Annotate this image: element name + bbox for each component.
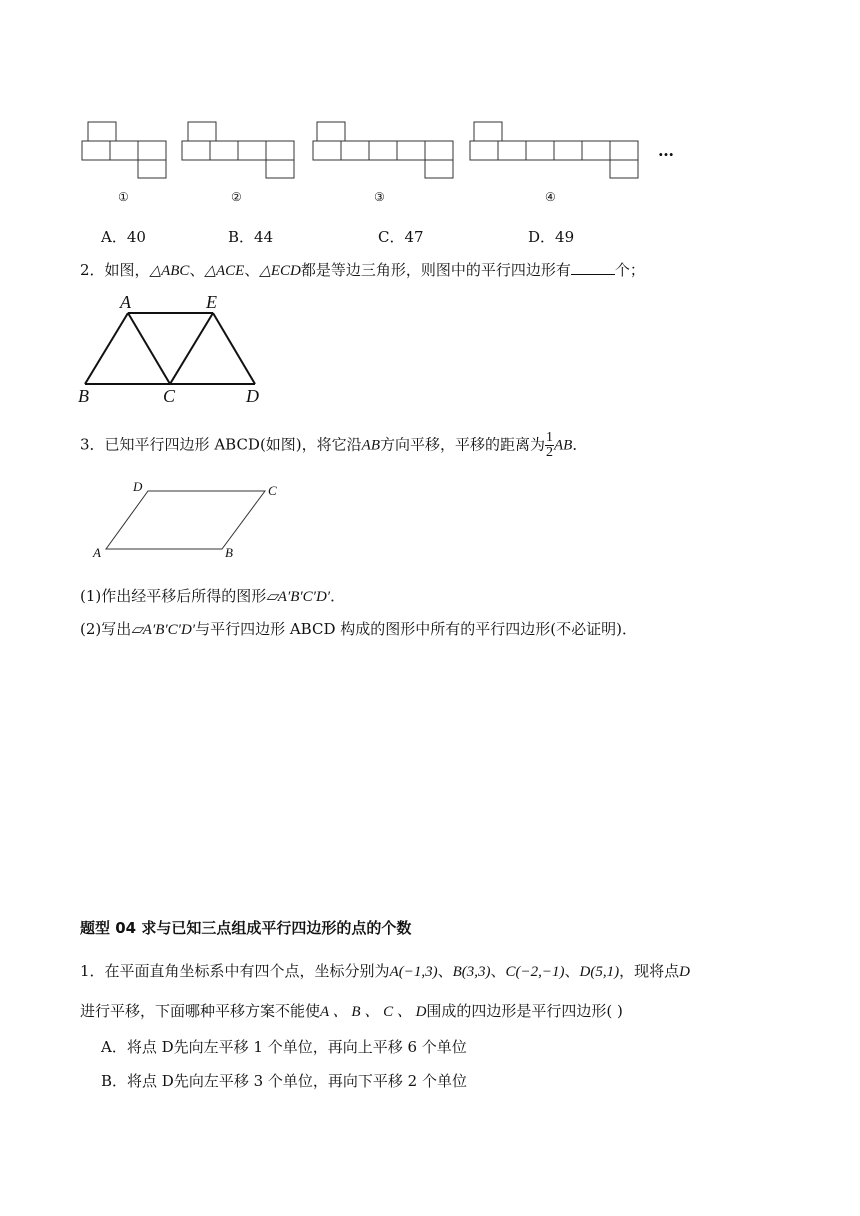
q1-choice-c: C．47: [378, 228, 424, 246]
q3-label-a: A: [93, 545, 101, 560]
q3-label-d: D: [133, 479, 143, 494]
q2-label-d: D: [246, 386, 259, 406]
q3-sub-2-math: ▱A′B′C′D′: [131, 622, 196, 638]
q1-choice-b: B．44: [228, 228, 274, 246]
q2-text-1: 如图，: [104, 261, 150, 279]
s4q1-line-2: 进行平移，下面哪种平移方案不能使A 、 B 、 C 、 D围成的四边形是平行四边形( ): [80, 1002, 623, 1020]
q1-ellipsis: …: [658, 141, 674, 160]
s4q1-point-d: D(5,1): [579, 964, 620, 980]
s4q1-option-a: A．将点 D先向左平移 1 个单位，再向上平移 6 个单位: [101, 1038, 467, 1056]
q1-figure-label-1: ①: [118, 190, 129, 204]
q2-text-2: 都是等边三角形，则图中的平行四边形有: [300, 261, 571, 279]
q1-figure-label-2: ②: [231, 190, 242, 204]
q2-label-e: E: [206, 292, 217, 312]
q1-choice-a: A．40: [101, 228, 146, 246]
q3-sub-2: (2)写出▱A′B′C′D′与平行四边形 ABCD 构成的图形中所有的平行四边形(不必证明)．: [80, 620, 637, 638]
q3-text-2: 方向平移，平移的距离为: [380, 435, 546, 454]
q3-sub-1: (1)作出经平移后所得的图形▱A′B′C′D′．: [80, 587, 346, 605]
q3-number: 3．: [80, 435, 105, 454]
q3-question: 3．已知平行四边形 ABCD(如图)，将它沿AB方向平移，平移的距离为 $\frac{1}{2}$ AB．: [80, 430, 588, 460]
q1-figure-label-4: ④: [545, 190, 556, 204]
q1-choice-d: D．49: [528, 228, 575, 246]
q2-label-a: A: [120, 292, 131, 312]
q3-sub-1-math: ▱A′B′C′D′: [266, 589, 331, 605]
q3-ab-2: AB: [554, 437, 573, 454]
q3-text-1: 已知平行四边形 ABCD(如图)，将它沿: [104, 435, 362, 454]
q2-label-c: C: [163, 386, 176, 406]
q2-label-b: B: [78, 386, 89, 406]
q2-question: 2．如图，△ABC、△ACE、△ECD都是等边三角形，则图中的平行四边形有 个；: [80, 261, 645, 279]
q2-triangle-abc: △ABC: [149, 263, 190, 279]
s4q1-point-b: B(3,3): [452, 964, 491, 980]
s4q1-option-b: B．将点 D先向左平移 3 个单位，再向下平移 2 个单位: [101, 1072, 467, 1090]
q3-ab: AB: [361, 437, 380, 454]
q3-label-c: C: [268, 483, 277, 498]
q2-text-3: 个；: [614, 261, 645, 279]
q3-label-b: B: [225, 545, 233, 560]
s4q1-point-c: C(−2,−1): [505, 964, 565, 980]
q1-figure-label-3: ③: [374, 190, 385, 204]
s4q1-point-a: A(−1,3): [389, 964, 438, 980]
q2-triangle-ace: △ACE: [204, 263, 245, 279]
q3-fraction: $\frac{1}{2}$: [546, 430, 554, 460]
section-title: 题型 04 求与已知三点组成平行四边形的点的个数: [80, 919, 412, 937]
q2-number: 2．: [80, 261, 105, 279]
q2-triangle-ecd: △ECD: [259, 263, 301, 279]
s4q1-line-1: 1．在平面直角坐标系中有四个点，坐标分别为A(−1,3)、B(3,3)、C(−2,−1)、D(5,1)，现将点D: [80, 962, 690, 980]
